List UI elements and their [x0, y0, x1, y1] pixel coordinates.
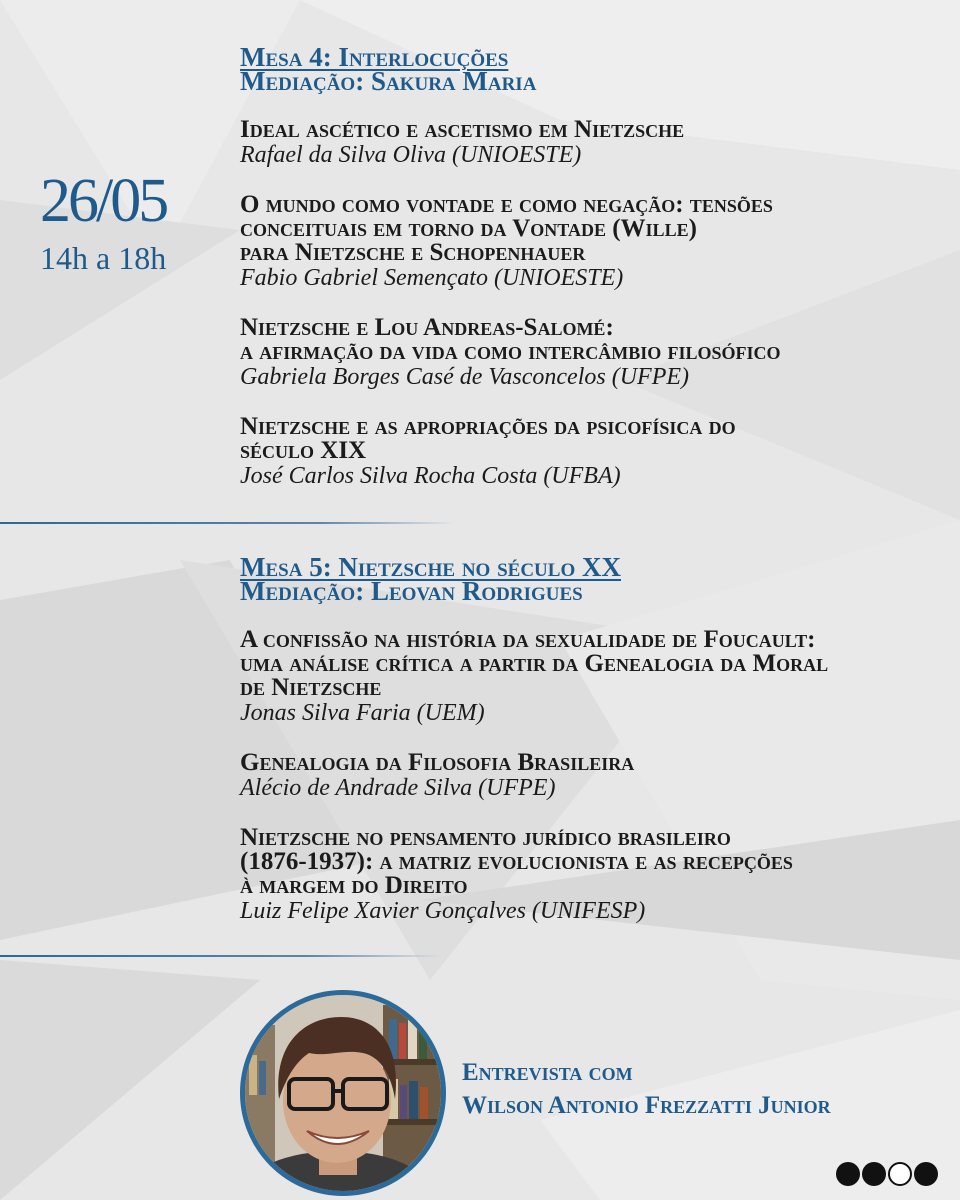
- talk-item: [240, 118, 781, 168]
- mesa-5-mediation: Mediação: Leovan Rodrigues: [240, 576, 583, 606]
- talk-item: [240, 316, 781, 390]
- talk-item: [240, 826, 828, 924]
- talk-title-line: uma análise crítica a partir da Genealogia da Moral: [240, 650, 829, 677]
- talk-author: José Carlos Silva Rocha Costa (UFBA): [240, 463, 621, 489]
- pagination-dot[interactable]: [862, 1162, 886, 1186]
- talk-title-line: Nietzsche e Lou Andreas-Salomé:: [240, 314, 614, 341]
- section-divider: [0, 522, 455, 524]
- talk-author: Gabriela Borges Casé de Vasconcelos (UFPE): [240, 364, 690, 390]
- talk-author: Jonas Silva Faria (UEM): [240, 700, 485, 726]
- talk-title-line: Ideal ascético e ascetismo em Nietzsche: [240, 116, 685, 143]
- interview-label: Entrevista com: [462, 1059, 633, 1086]
- talk-title-line: Nietzsche no pensamento jurídico brasileiro: [240, 824, 731, 851]
- talk-item: [240, 751, 828, 801]
- talk-title-line: século XIX: [240, 437, 367, 464]
- pagination-dot[interactable]: [836, 1162, 860, 1186]
- interviewee-photo: [240, 990, 446, 1196]
- mesa-5-section: [240, 552, 829, 924]
- talk-author: Alécio de Andrade Silva (UFPE): [240, 775, 556, 801]
- talk-title-line: à margem do Direito: [240, 872, 468, 899]
- talk-title-line: O mundo como vontade e como negação: tensões: [240, 191, 773, 218]
- carousel-pagination: [836, 1162, 938, 1186]
- talk-item: [240, 628, 828, 726]
- session-date: 26/05: [40, 167, 167, 235]
- talk-title-line: (1876-1937): a matriz evolucionista e as recepções: [240, 848, 793, 875]
- talk-title-line: de Nietzsche: [240, 674, 382, 701]
- talk-item: [240, 415, 781, 489]
- section-divider: [0, 955, 440, 957]
- talk-title-line: para Nietzsche e Schopenhauer: [240, 239, 586, 266]
- talk-author: Luiz Felipe Xavier Gonçalves (UNIFESP): [240, 898, 646, 924]
- mesa-5-title: Mesa 5: Nietzsche no século XX: [240, 552, 621, 582]
- pagination-dot-current[interactable]: [888, 1162, 912, 1186]
- mesa-4-title: Mesa 4: Interlocuções: [240, 42, 509, 72]
- talk-title-line: A confissão na história da sexualidade de Foucault:: [240, 626, 816, 653]
- talk-title-line: a afirmação da vida como intercâmbio filosófico: [240, 338, 781, 365]
- talk-author: Fabio Gabriel Semençato (UNIOESTE): [240, 265, 624, 291]
- talk-title-line: Genealogia da Filosofia Brasileira: [240, 749, 635, 776]
- mesa-4-section: [240, 42, 781, 489]
- talk-item: [240, 193, 781, 291]
- talk-title-line: conceituais em torno da Vontade (Wille): [240, 215, 697, 242]
- portrait-illustration: [245, 995, 441, 1191]
- session-date-block: [40, 168, 200, 278]
- interviewee-name: Wilson Antonio Frezzatti Junior: [462, 1092, 831, 1119]
- pagination-dot[interactable]: [914, 1162, 938, 1186]
- talk-title-line: Nietzsche e as apropriações da psicofísica do: [240, 413, 736, 440]
- session-time: 14h a 18h: [40, 240, 167, 276]
- interview-caption: [462, 1056, 831, 1122]
- mesa-4-mediation: Mediação: Sakura Maria: [240, 66, 537, 96]
- talk-author: Rafael da Silva Oliva (UNIOESTE): [240, 142, 582, 168]
